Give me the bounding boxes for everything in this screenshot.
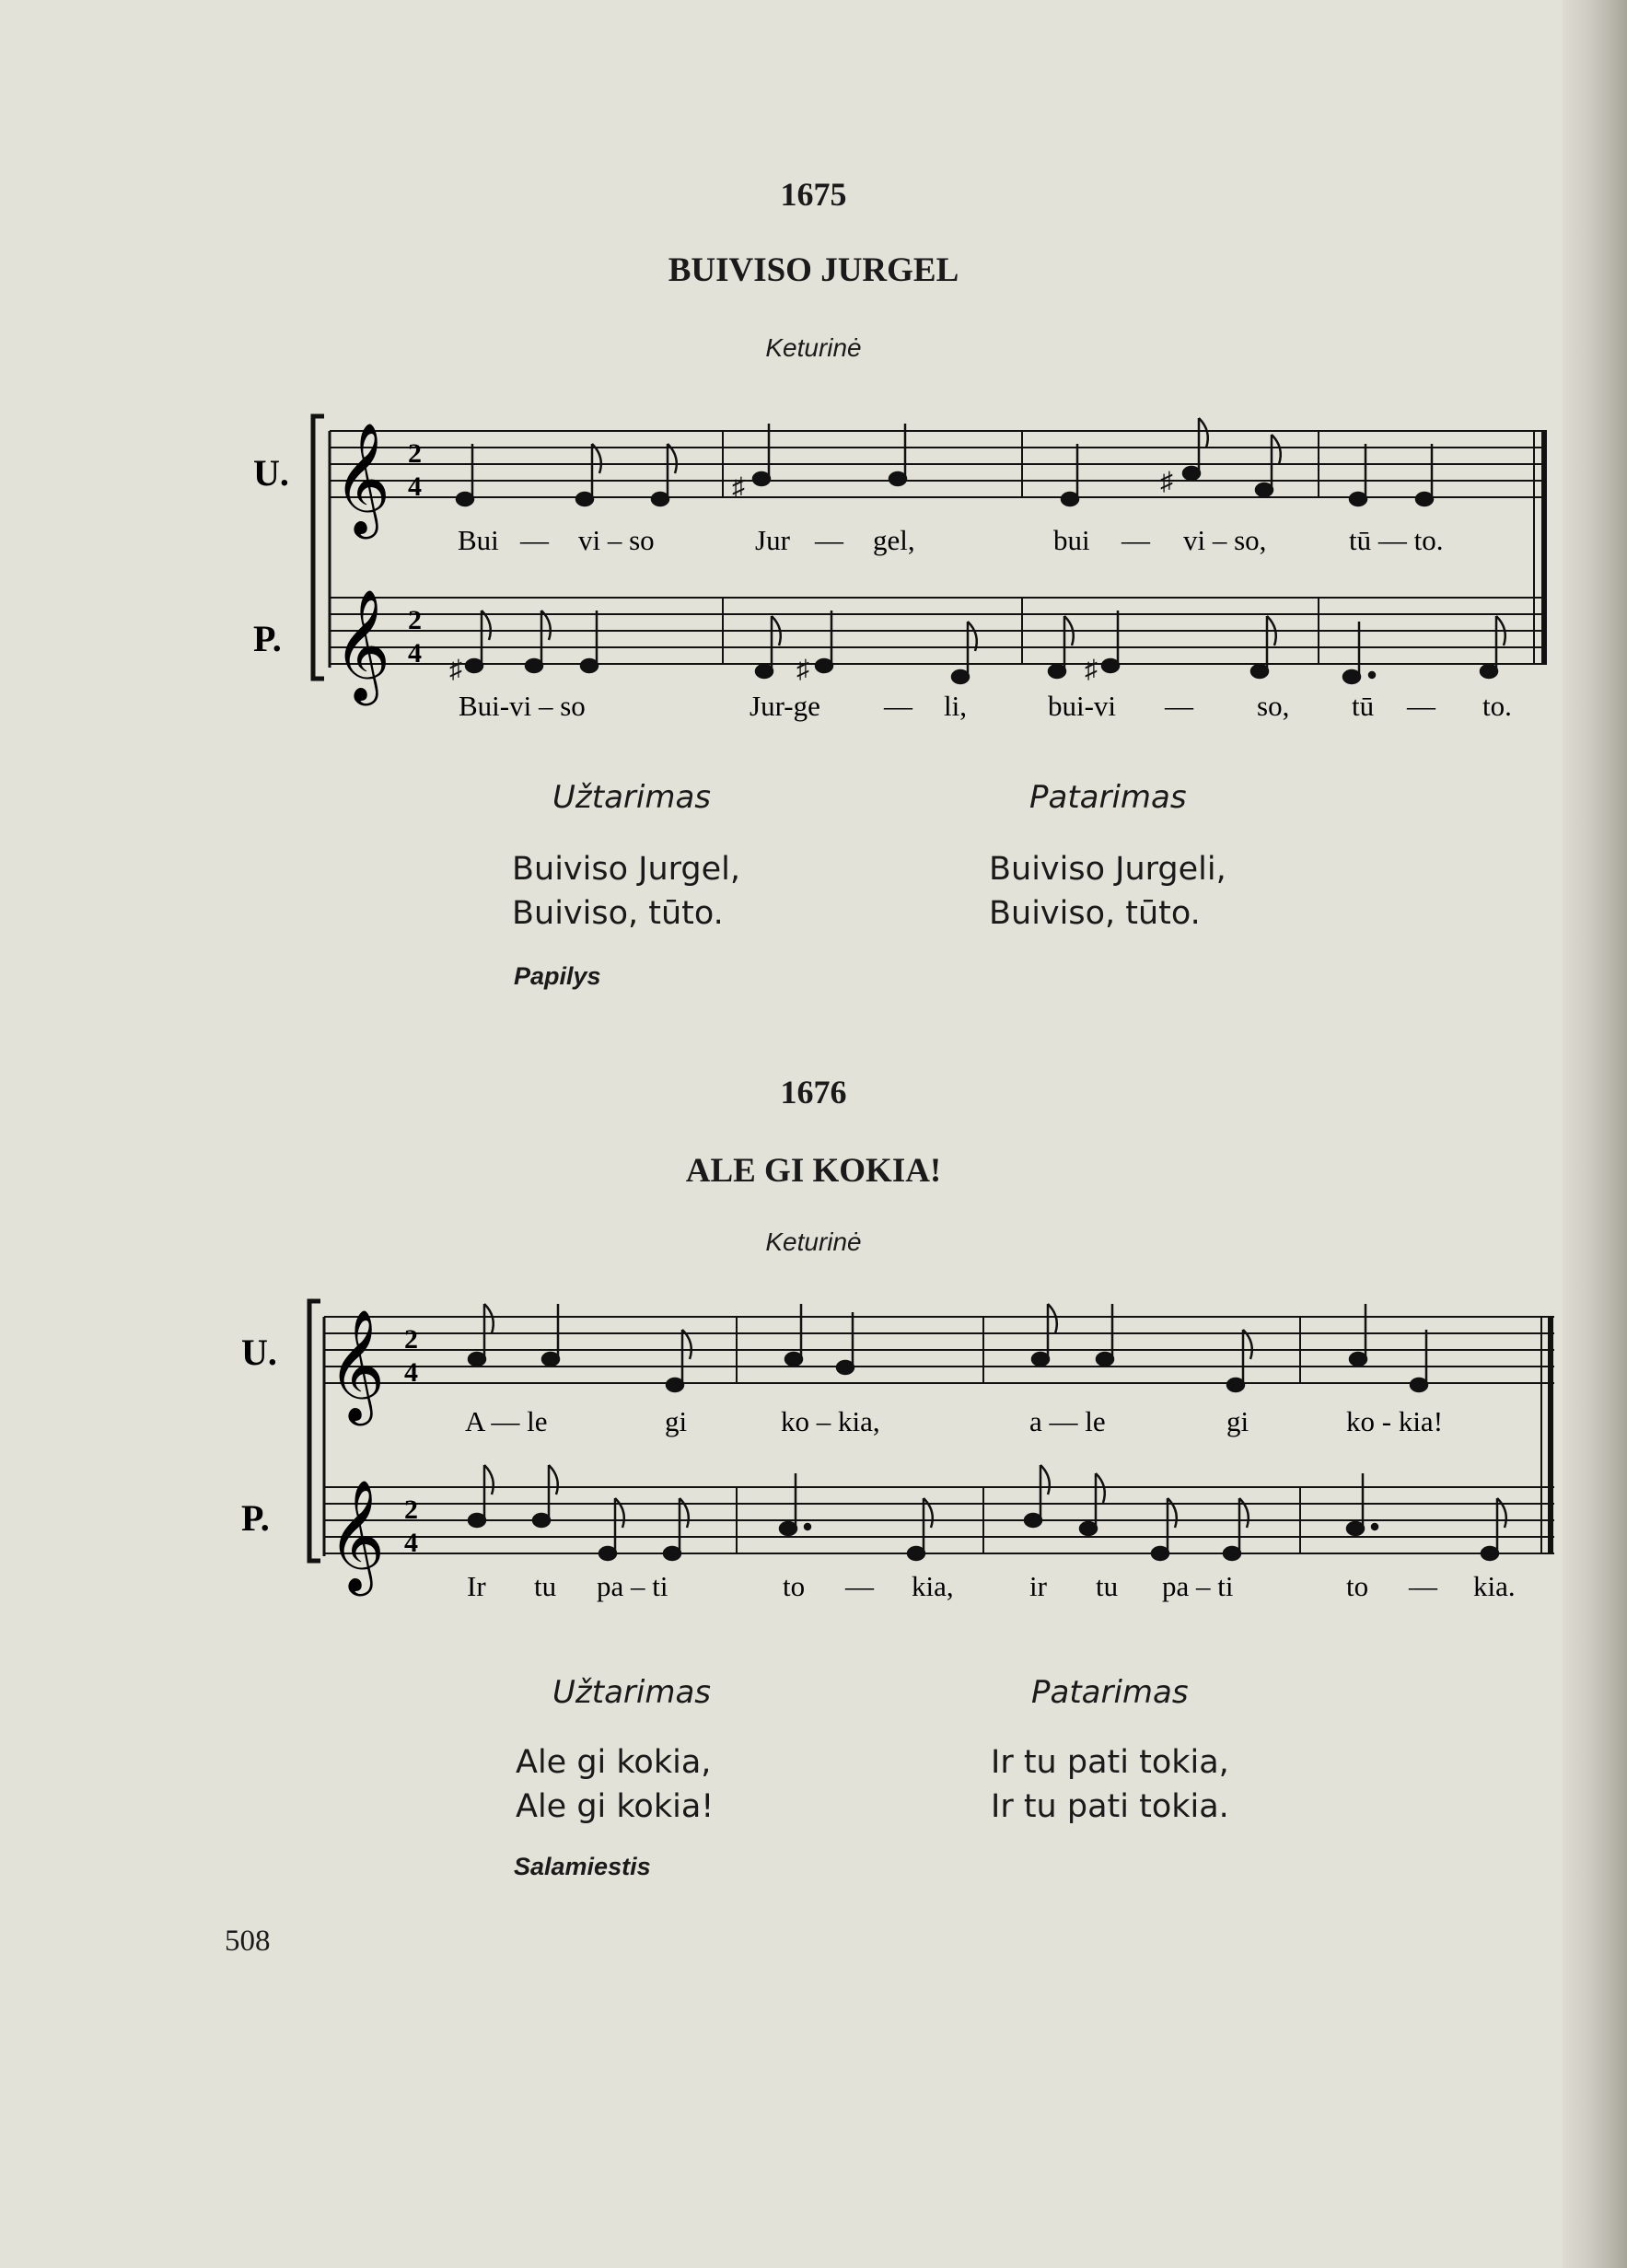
lyric-syllable: tū — to. xyxy=(1349,524,1444,556)
lyric-syllable: ir xyxy=(1029,1570,1047,1602)
song-title: BUIVISO JURGEL xyxy=(668,251,959,289)
part-label-lower: P. xyxy=(241,1497,270,1539)
lyric-syllable: Bui xyxy=(458,524,499,556)
time-signature xyxy=(404,1324,418,1558)
staff-lower xyxy=(324,1487,1554,1553)
svg-text:4: 4 xyxy=(404,1357,418,1388)
svg-text:♯: ♯ xyxy=(1085,656,1098,684)
verse-line: Ale gi kokia, xyxy=(516,1744,712,1781)
svg-text:2: 2 xyxy=(404,1495,418,1525)
lyric-syllable: kia. xyxy=(1473,1570,1516,1602)
lyric-syllable: Jur xyxy=(755,524,790,556)
lyric-syllable: bui xyxy=(1053,524,1090,556)
staff-upper xyxy=(324,1317,1554,1383)
svg-text:♯: ♯ xyxy=(1160,468,1173,496)
section-heading-right: Patarimas xyxy=(1029,779,1187,816)
system-bracket xyxy=(309,1301,320,1561)
svg-text:♯: ♯ xyxy=(449,656,462,684)
lyric-syllable: to. xyxy=(1482,690,1512,722)
part-label-upper: U. xyxy=(253,452,289,494)
verse-left xyxy=(516,1740,714,1829)
lyric-syllable: tu xyxy=(1096,1570,1119,1602)
section-heading-left: Užtarimas xyxy=(552,779,711,816)
lyric-syllable: li, xyxy=(944,690,967,722)
tempo-marking: Keturinė xyxy=(765,333,862,362)
lyric-syllable: ko – kia, xyxy=(781,1405,880,1437)
lyric-syllable: — xyxy=(1407,690,1435,722)
svg-text:2: 2 xyxy=(404,1324,418,1355)
verse-line: Buiviso Jurgel, xyxy=(512,851,741,888)
lyric-syllable: ko - kia! xyxy=(1346,1405,1444,1437)
svg-text:4: 4 xyxy=(408,638,422,669)
lyric-syllable: — xyxy=(884,690,912,722)
lyric-syllable: kia, xyxy=(912,1570,954,1602)
svg-text:4: 4 xyxy=(404,1528,418,1558)
lyrics-upper xyxy=(465,1405,1443,1437)
lyric-syllable: — xyxy=(520,524,549,556)
notes-lower xyxy=(469,1465,1506,1560)
lyric-syllable: pa – ti xyxy=(1162,1570,1234,1602)
page-number: 508 xyxy=(225,1925,271,1958)
treble-clef-icon: 𝄞 xyxy=(333,588,391,701)
verse-right xyxy=(991,1740,1229,1829)
lyric-syllable: gi xyxy=(665,1405,688,1437)
song-number: 1675 xyxy=(780,176,847,213)
lyric-syllable: Jur-ge xyxy=(750,690,820,722)
place-name: Salamiestis xyxy=(514,1853,651,1880)
lyric-syllable: vi – so, xyxy=(1183,524,1267,556)
treble-clef-icon: 𝄞 xyxy=(333,422,391,534)
svg-text:♯: ♯ xyxy=(796,656,809,684)
section-heading-left: Užtarimas xyxy=(552,1674,711,1711)
treble-clef-icon: 𝄞 xyxy=(328,1308,386,1421)
song-title: ALE GI KOKIA! xyxy=(685,1152,942,1190)
lyric-syllable: — xyxy=(1121,524,1150,556)
lyric-syllable: gel, xyxy=(873,524,915,556)
svg-text:2: 2 xyxy=(408,605,422,635)
lyric-syllable: A — le xyxy=(465,1405,548,1437)
lyric-syllable: — xyxy=(845,1570,874,1602)
lyric-syllable: vi – so xyxy=(578,524,655,556)
lyric-syllable: tu xyxy=(534,1570,557,1602)
lyric-syllable: Ir xyxy=(467,1570,486,1602)
part-label-lower: P. xyxy=(253,618,282,659)
verse-line: Buiviso, tūto. xyxy=(512,895,724,932)
lyric-syllable: bui-vi xyxy=(1048,690,1117,722)
lyric-syllable: — xyxy=(815,524,843,556)
lyric-syllable: gi xyxy=(1226,1405,1249,1437)
svg-text:♯: ♯ xyxy=(732,473,745,502)
lyric-syllable: to xyxy=(1346,1570,1369,1602)
song-number: 1676 xyxy=(780,1074,847,1111)
verse-line: Buiviso, tūto. xyxy=(989,895,1201,932)
lyric-syllable: — xyxy=(1165,690,1193,722)
treble-clef-icon: 𝄞 xyxy=(328,1479,386,1591)
lyric-syllable: tū xyxy=(1352,690,1375,722)
lyric-syllable: Bui-vi – so xyxy=(459,690,586,722)
lyric-syllable: pa – ti xyxy=(597,1570,668,1602)
lyrics-lower xyxy=(467,1570,1516,1602)
svg-text:2: 2 xyxy=(408,438,422,469)
lyric-syllable: to xyxy=(783,1570,806,1602)
verse-line: Ir tu pati tokia. xyxy=(991,1788,1229,1825)
lyric-syllable: — xyxy=(1409,1570,1437,1602)
verse-line: Ir tu pati tokia, xyxy=(991,1744,1229,1781)
part-label-upper: U. xyxy=(241,1332,277,1373)
verse-line: Buiviso Jurgeli, xyxy=(989,851,1226,888)
verse-line: Ale gi kokia! xyxy=(516,1788,715,1825)
svg-text:4: 4 xyxy=(408,471,422,502)
lyric-syllable: so, xyxy=(1257,690,1290,722)
place-name: Papilys xyxy=(514,962,601,990)
tempo-marking: Keturinė xyxy=(765,1227,862,1256)
lyric-syllable: a — le xyxy=(1029,1405,1106,1437)
section-heading-right: Patarimas xyxy=(1031,1674,1189,1711)
